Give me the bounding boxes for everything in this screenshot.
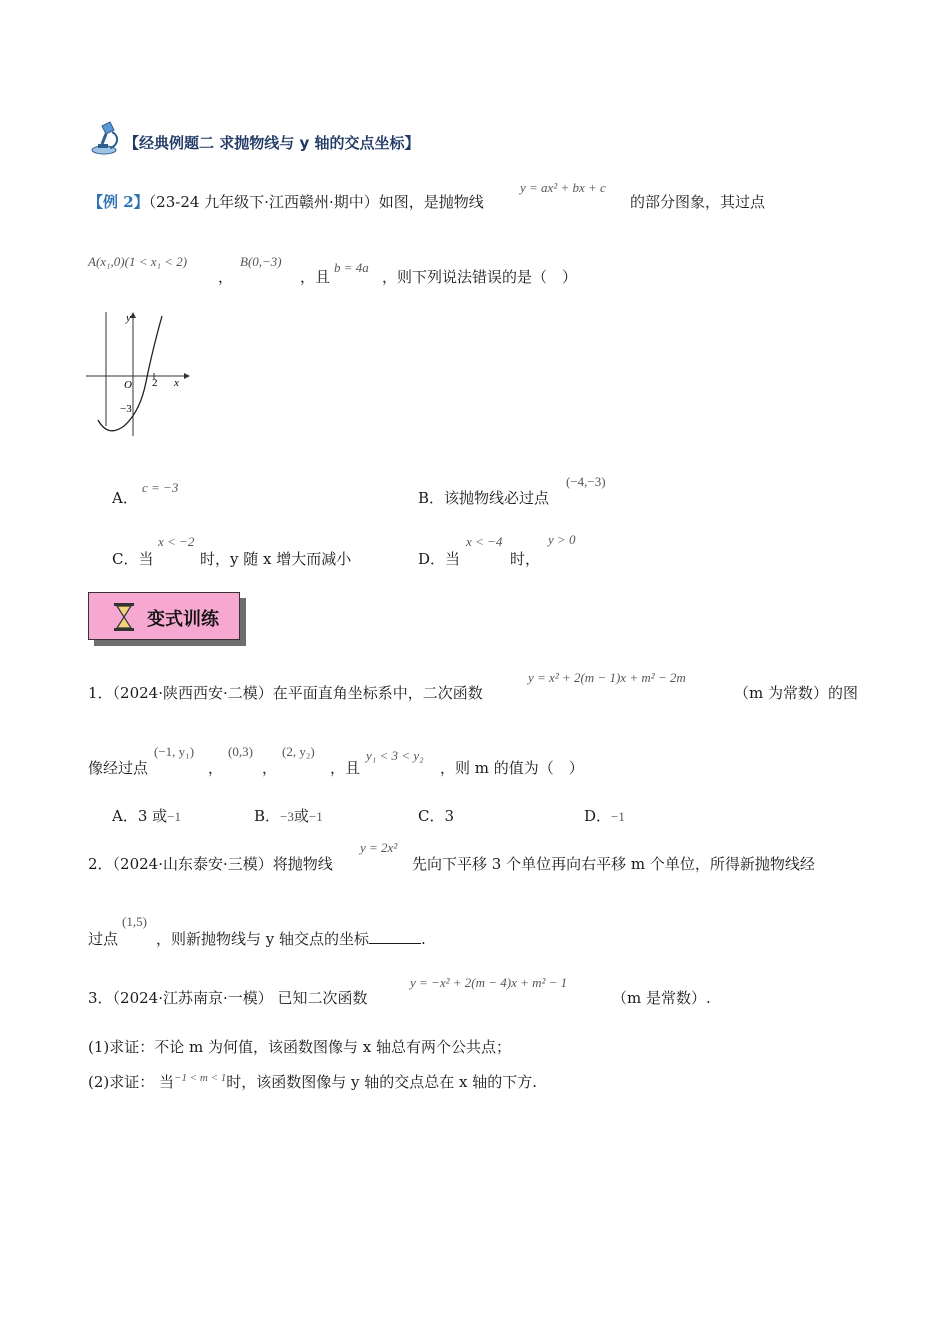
q1-option-b (254, 805, 323, 826)
practice-banner (88, 592, 248, 648)
comma-1: ， (218, 268, 234, 286)
option-d-label: D．当 (418, 550, 461, 568)
option-c-label: C．当 (112, 550, 154, 568)
condition: b = 4a (334, 260, 369, 275)
x-axis-arrow (184, 373, 190, 379)
example-line-1 (88, 191, 484, 212)
q2-line2-tail: ，则新抛物线与 y 轴交点的坐标 (156, 930, 370, 948)
q1-tail: （m 为常数）的图 (734, 684, 858, 702)
x-tick-label: 2 (152, 377, 158, 389)
option-a-math: c = −3 (142, 480, 179, 495)
microscope-icon (88, 120, 124, 156)
option-d-mid: 时， (510, 550, 541, 568)
q3-part-2 (88, 1071, 537, 1092)
q1-condition: y₁ < 3 < y₂ (366, 748, 424, 763)
q2-tail: 先向下平移 3 个单位再向右平移 m 个单位，所得新抛物线经 (412, 855, 815, 873)
option-c-math: x < −2 (158, 534, 195, 549)
q1-option-c: C．3 (418, 807, 455, 825)
option-d-math: x < −4 (466, 534, 503, 549)
q2-formula: y = 2x² (360, 840, 398, 855)
banner-box (88, 592, 240, 640)
q1-point-1: (−1, y₁) (154, 744, 195, 759)
q1-option-a-text: A．3 或 (112, 807, 168, 825)
x-axis-label: x (174, 377, 179, 389)
q1-cond-prefix: ，且 (330, 759, 361, 777)
section-heading: 【经典例题二 求抛物线与 y 轴的交点坐标】 (124, 134, 420, 152)
q2-end: . (421, 930, 426, 948)
point-b: B(0,−3) (240, 254, 282, 269)
option-b-math: (−4,−3) (566, 474, 606, 489)
q1-option-b-mid: 或 (293, 807, 309, 825)
q2-line2-prefix: 过点 (88, 930, 119, 948)
q1-sep-2: ， (262, 759, 278, 777)
q1-option-a-math: −1 (167, 809, 181, 824)
parabola-graph (84, 308, 194, 438)
option-b-label: B．该抛物线必过点 (418, 489, 550, 507)
q3-part-2-tail: 时，该函数图像与 y 轴的交点总在 x 轴的下方. (226, 1073, 538, 1091)
example-question: ，则下列说法错误的是（ ） (382, 268, 578, 286)
q1-line-1 (88, 682, 483, 703)
answer-blank[interactable] (369, 929, 421, 944)
q1-option-d-text: D． (584, 807, 612, 825)
q3-part-1: (1)求证：不论 m 为何值，该函数图像与 x 轴总有两个公共点； (88, 1038, 512, 1056)
q1-point-2: (0,3) (228, 744, 253, 759)
condition-prefix: ，且 (300, 268, 331, 286)
q1-option-b-math1: −3 (280, 809, 294, 824)
q1-option-b-text: B． (254, 807, 281, 825)
example-source: （23-24 九年级下·江西赣州·期中）如图，是抛物线 (148, 193, 484, 211)
point-a: A(x₁,0)(1 < x₁ < 2) (88, 254, 188, 269)
q1-number: 1． (88, 684, 113, 702)
option-c-tail: 时，y 随 x 增大而减小 (200, 550, 352, 568)
q3-number: 3． (88, 989, 113, 1007)
q2-point: (1,5) (122, 914, 147, 929)
q2-line2-tail-wrap (156, 928, 426, 949)
q2-source: （2024·山东泰安·三模）将抛物线 (112, 855, 333, 873)
banner-title: 变式训练 (147, 609, 219, 630)
q3-part-2-math: −1 < m < 1 (174, 1072, 227, 1084)
y-axis-arrow (130, 312, 136, 318)
q3-source: （2024·江苏南京·一模） 已知二次函数 (112, 989, 368, 1007)
y-axis-label: y (126, 312, 131, 324)
option-d-math2: y > 0 (548, 532, 576, 547)
origin-label: O (124, 379, 132, 391)
q1-option-b-math2: −1 (308, 809, 323, 824)
q1-line2-prefix: 像经过点 (88, 759, 149, 777)
example-label: 【例 2】 (88, 193, 149, 211)
q1-source: （2024·陕西西安·二模）在平面直角坐标系中，二次函数 (112, 684, 483, 702)
hourglass-icon (113, 603, 135, 631)
example-formula: y = ax² + bx + c (520, 180, 606, 195)
example-after-formula: 的部分图象，其过点 (630, 193, 766, 211)
q3-line-1 (88, 987, 368, 1008)
option-a-label: A． (112, 489, 138, 507)
q3-part-2-prefix: (2)求证： 当 (88, 1073, 175, 1091)
q2-line-1 (88, 853, 333, 874)
q1-option-a (112, 805, 181, 826)
q1-option-d (584, 805, 625, 826)
y-tick-label: −3 (120, 403, 132, 415)
q1-formula: y = x² + 2(m − 1)x + m² − 2m (528, 670, 686, 685)
q1-line2-tail: ，则 m 的值为（ ） (440, 759, 584, 777)
q2-number: 2． (88, 855, 113, 873)
q1-sep-1: ， (208, 759, 224, 777)
q3-formula: y = −x² + 2(m − 4)x + m² − 1 (410, 975, 568, 990)
q1-option-d-math: −1 (611, 809, 625, 824)
q3-tail: （m 是常数）. (612, 989, 711, 1007)
q1-point-3: (2, y₂) (282, 744, 315, 759)
